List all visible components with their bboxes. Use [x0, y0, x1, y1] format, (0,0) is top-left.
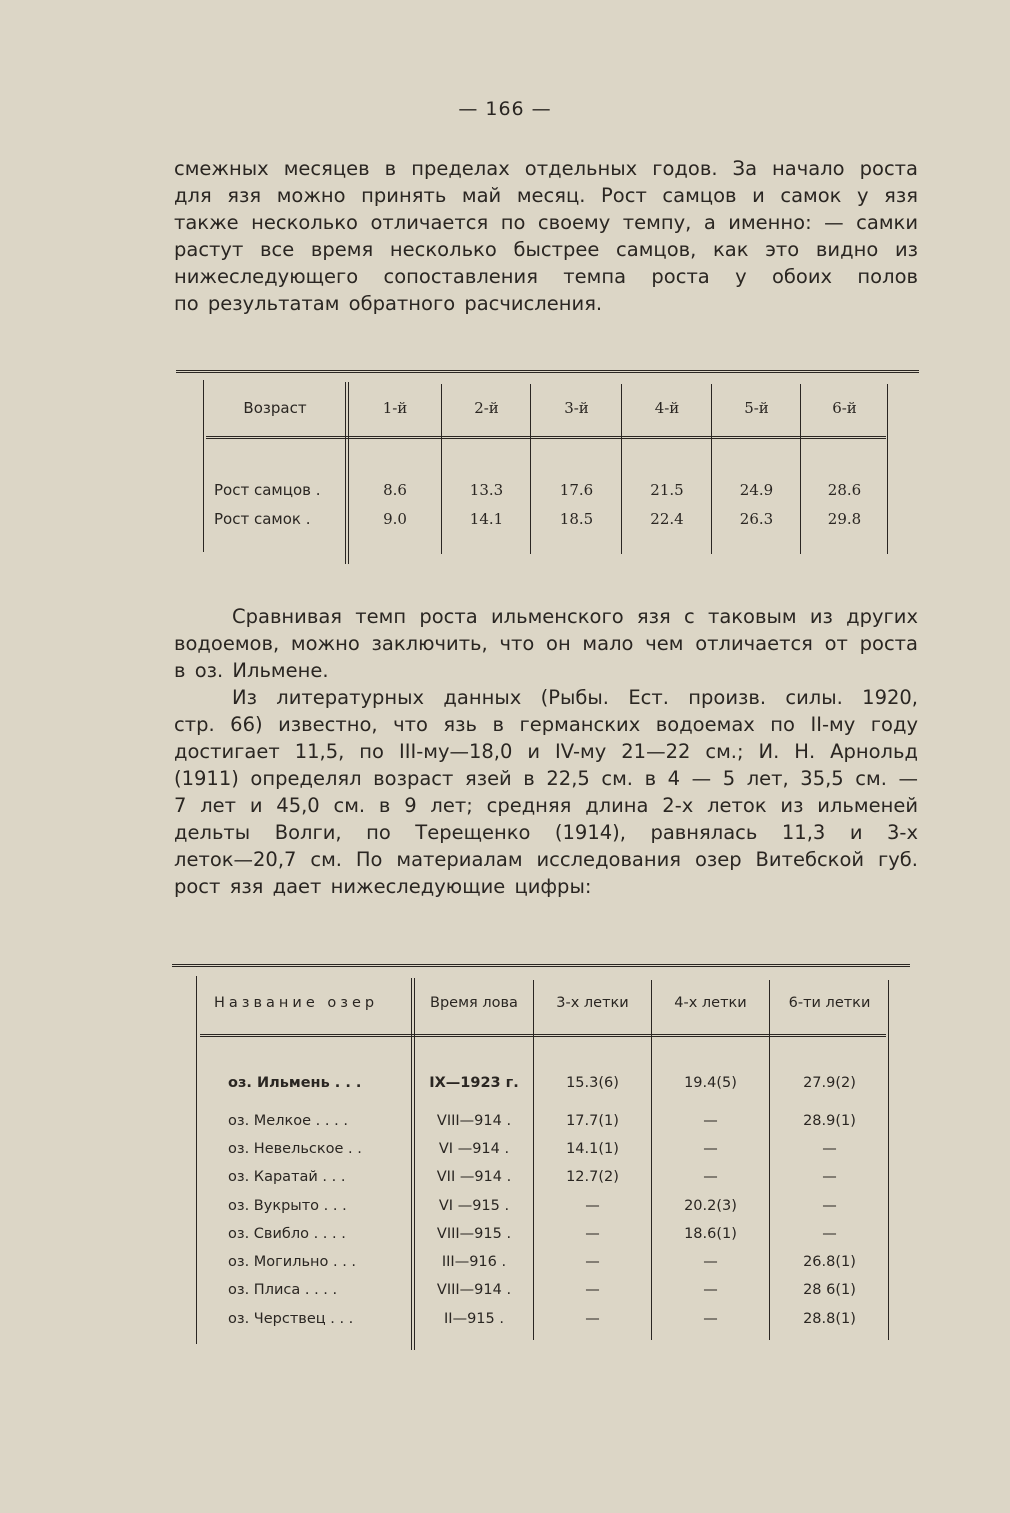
table-left-border — [203, 380, 204, 552]
table-cell: 18.6(1) — [684, 1226, 737, 1242]
table-cell: 28.6 — [827, 481, 862, 499]
table-cell: 21.5 — [650, 481, 684, 499]
column-divider — [530, 384, 531, 554]
header-cell: 6-й — [832, 399, 857, 417]
header-cell: 5-й — [744, 399, 769, 417]
header-cell: 6-ти летки — [788, 995, 871, 1011]
table-cell: 15.3(6) — [566, 1075, 619, 1091]
table-cell: 28.8(1) — [803, 1311, 856, 1327]
lake-name: оз. Ильмень . . . — [228, 1075, 362, 1091]
column-divider — [711, 384, 712, 554]
table-cell: 17.6 — [559, 481, 594, 499]
column-divider — [411, 978, 415, 1350]
column-divider — [800, 384, 801, 554]
header-rule — [206, 436, 886, 441]
lake-name: оз. Свибло . . . . — [228, 1226, 346, 1242]
table-cell: 17.7(1) — [566, 1113, 619, 1129]
catch-time: VIII—914 . — [436, 1113, 512, 1129]
catch-time: II—915 . — [444, 1311, 504, 1327]
table-cell: 9.0 — [383, 510, 407, 528]
table-cell: — — [585, 1198, 600, 1214]
table-cell: 18.5 — [559, 510, 594, 528]
text-line: достигает 11,5, по III-му—18,0 и IV-му 21—22 см.; И. Н. Арнольд — [174, 740, 918, 763]
text-line: нижеследующего сопоставления темпа роста у обоих полов — [174, 265, 918, 288]
table-cell: 19.4(5) — [684, 1075, 737, 1091]
text-line: по результатам обратного расчисления. — [174, 292, 603, 315]
column-divider — [533, 980, 534, 1340]
column-divider — [769, 980, 770, 1340]
table-cell: 8.6 — [383, 481, 407, 499]
table-cell: 29.8 — [827, 510, 862, 528]
table-cell: 28.9(1) — [803, 1113, 856, 1129]
header-cell: 4-х летки — [674, 995, 747, 1011]
text-line: для язя можно принять май месяц. Рост самцов и самок у язя — [174, 184, 918, 207]
table-top-rule — [172, 964, 910, 969]
text-line: водоемов, можно заключить, что он мало чем отличается от роста — [174, 632, 918, 655]
header-cell: 1-й — [382, 399, 408, 417]
header-cell: 4-й — [654, 399, 680, 417]
text-line: растут все время несколько быстрее самцов, как это видно из — [174, 238, 918, 261]
text-line: также несколько отличается по своему темпу, а именно: — самки — [174, 211, 918, 234]
text-line: 7 лет и 45,0 см. в 9 лет; средняя длина 2-х леток из ильменей — [174, 794, 918, 817]
table-cell: — — [703, 1141, 718, 1157]
table-cell: 24.9 — [739, 481, 774, 499]
table-cell: 14.1 — [469, 510, 504, 528]
table-cell: — — [585, 1311, 600, 1327]
lake-name: оз. Вукрыто . . . — [228, 1198, 347, 1214]
catch-time: IX—1923 г. — [429, 1075, 519, 1091]
table-cell: — — [585, 1282, 600, 1298]
catch-time: III—916 . — [441, 1254, 507, 1270]
table-cell: 13.3 — [469, 481, 504, 499]
lake-name: оз. Невельское . . — [228, 1141, 362, 1157]
column-divider — [651, 980, 652, 1340]
paragraph-2 — [174, 603, 918, 900]
table-cell: — — [822, 1169, 837, 1185]
text-line: леток—20,7 см. По материалам исследования озер Витебской губ. — [174, 848, 918, 871]
table-cell: 26.3 — [739, 510, 774, 528]
row-label: Рост самок . — [214, 510, 311, 528]
table-cell: 28 6(1) — [803, 1282, 856, 1298]
header-rule — [200, 1034, 886, 1039]
column-divider — [345, 382, 349, 564]
table-cell: 27.9(2) — [803, 1075, 856, 1091]
table-cell: — — [585, 1254, 600, 1270]
header-cell: Возраст — [243, 399, 307, 417]
table-cell: — — [703, 1169, 718, 1185]
page-number: — 166 — — [458, 98, 552, 120]
lake-name: оз. Черствец . . . — [228, 1311, 354, 1327]
header-cell: 3-й — [564, 399, 589, 417]
table-cell: — — [703, 1311, 718, 1327]
lake-name: оз. Плиса . . . . — [228, 1282, 338, 1298]
catch-time: VI —915 . — [438, 1198, 510, 1214]
table-cell: 20.2(3) — [684, 1198, 737, 1214]
catch-time: VI —914 . — [438, 1141, 510, 1157]
text-line: в оз. Ильмене. — [174, 659, 329, 682]
table-cell: — — [703, 1282, 718, 1298]
row-label: Рост самцов . — [214, 481, 321, 499]
paragraph-1 — [174, 155, 918, 317]
column-divider — [621, 384, 622, 554]
text-line: дельты Волги, по Терещенко (1914), равнялась 11,3 и 3-х — [174, 821, 918, 844]
text-line: (1911) определял возраст язей в 22,5 см. в 4 — 5 лет, 35,5 см. — — [174, 767, 918, 790]
table-cell: — — [703, 1113, 718, 1129]
table-cell: 14.1(1) — [566, 1141, 619, 1157]
header-cell: 2-й — [474, 399, 499, 417]
lake-name: оз. Могильно . . . — [228, 1254, 357, 1270]
text-line: смежных месяцев в пределах отдельных годов. За начало роста — [174, 157, 918, 180]
table-cell: — — [703, 1254, 718, 1270]
column-divider — [441, 384, 442, 554]
table-cell: 22.4 — [650, 510, 684, 528]
text-line: Сравнивая темп роста ильменского язя с таковым из других — [232, 605, 918, 628]
table-cell: — — [822, 1198, 837, 1214]
lake-name: оз. Мелкое . . . . — [228, 1113, 348, 1129]
table-right-border — [888, 980, 889, 1340]
header-cell: Название озер — [214, 995, 379, 1011]
table-cell: — — [822, 1141, 837, 1157]
header-cell: 3-х летки — [556, 995, 629, 1011]
lake-name: оз. Каратай . . . — [228, 1169, 346, 1185]
header-cell: Время лова — [430, 995, 518, 1011]
catch-time: VIII—914 . — [436, 1282, 512, 1298]
text-line: стр. 66) известно, что язь в германских водоемах по II-му году — [174, 713, 918, 736]
catch-time: VIII—915 . — [436, 1226, 512, 1242]
table-top-rule — [176, 370, 919, 375]
table-cell: — — [822, 1226, 837, 1242]
table-cell: 26.8(1) — [803, 1254, 856, 1270]
catch-time: VII —914 . — [436, 1169, 512, 1185]
table-left-border — [196, 976, 197, 1344]
text-line: Из литературных данных (Рыбы. Ест. произв. силы. 1920, — [232, 686, 918, 709]
table-cell: — — [585, 1226, 600, 1242]
table-cell: 12.7(2) — [566, 1169, 619, 1185]
text-line: рост язя дает нижеследующие цифры: — [174, 875, 592, 898]
table-right-border — [887, 384, 888, 554]
